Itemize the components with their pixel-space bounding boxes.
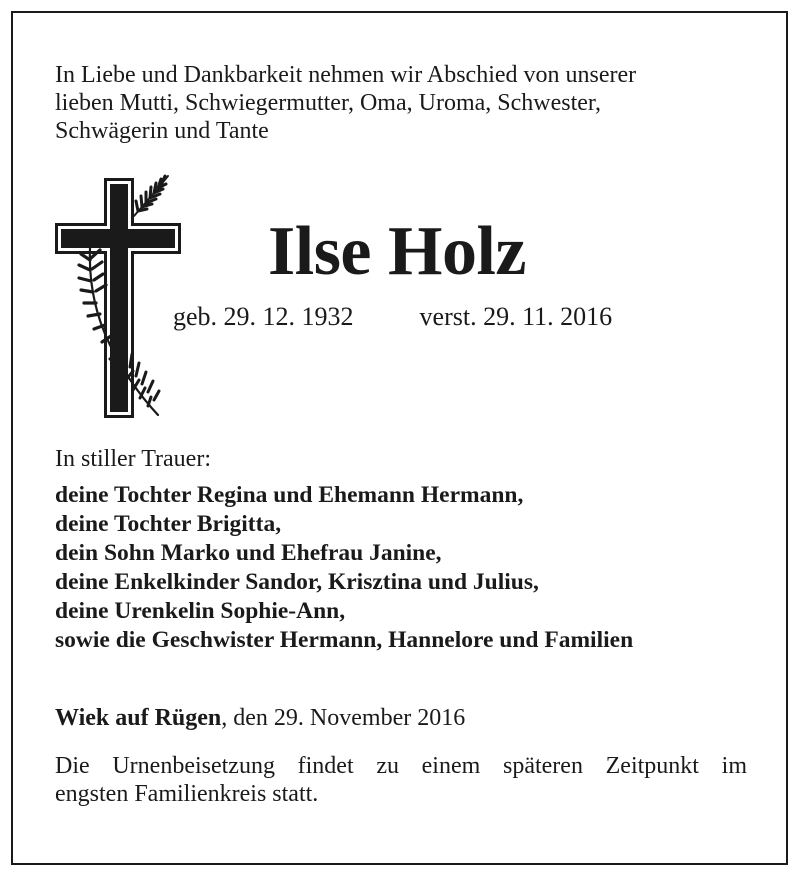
notice-date: , den 29. November 2016 — [221, 705, 466, 731]
mourner-line: deine Enkelkinder Sandor, Krisztina und Julius, — [55, 569, 539, 595]
intro-line-2: lieben Mutti, Schwiegermutter, Oma, Uroma, Schwester, — [55, 90, 601, 116]
burial-line-2: engsten Familienkreis statt. — [55, 781, 319, 807]
burial-word: einem — [421, 753, 481, 779]
place-name: Wiek auf Rügen — [55, 705, 222, 731]
burial-word: zu — [376, 753, 399, 779]
place-date-line — [55, 705, 465, 732]
burial-note — [55, 752, 747, 808]
mourner-line: sowie die Geschwister Hermann, Hannelore und Familien — [55, 627, 634, 653]
burial-word: im — [721, 753, 747, 779]
death-date: verst. 29. 11. 2016 — [419, 302, 613, 331]
intro-line-3: Schwägerin und Tante — [55, 118, 269, 144]
intro-text — [55, 61, 755, 145]
cross-icon — [55, 178, 181, 418]
birth-date: geb. 29. 12. 1932 — [173, 302, 354, 331]
intro-line-1: In Liebe und Dankbarkeit nehmen wir Abschied von unserer — [55, 62, 637, 88]
burial-word: Die — [55, 753, 90, 779]
mourner-line: dein Sohn Marko und Ehefrau Janine, — [55, 540, 442, 566]
life-dates — [173, 302, 612, 332]
mourners-list — [55, 481, 633, 655]
cross-with-palm-branch-icon — [50, 170, 190, 425]
mourner-line: deine Tochter Regina und Ehemann Hermann, — [55, 482, 524, 508]
mourning-heading: In stiller Trauer: — [55, 446, 211, 472]
mourner-line: deine Tochter Brigitta, — [55, 511, 282, 537]
burial-word: späteren — [502, 753, 583, 779]
burial-word: Urnenbeisetzung — [112, 753, 275, 779]
burial-line-1 — [55, 752, 747, 780]
burial-word: findet — [297, 753, 354, 779]
deceased-name: Ilse Holz — [268, 213, 526, 290]
burial-word: Zeitpunkt — [605, 753, 699, 779]
mourner-line: deine Urenkelin Sophie-Ann, — [55, 598, 346, 624]
